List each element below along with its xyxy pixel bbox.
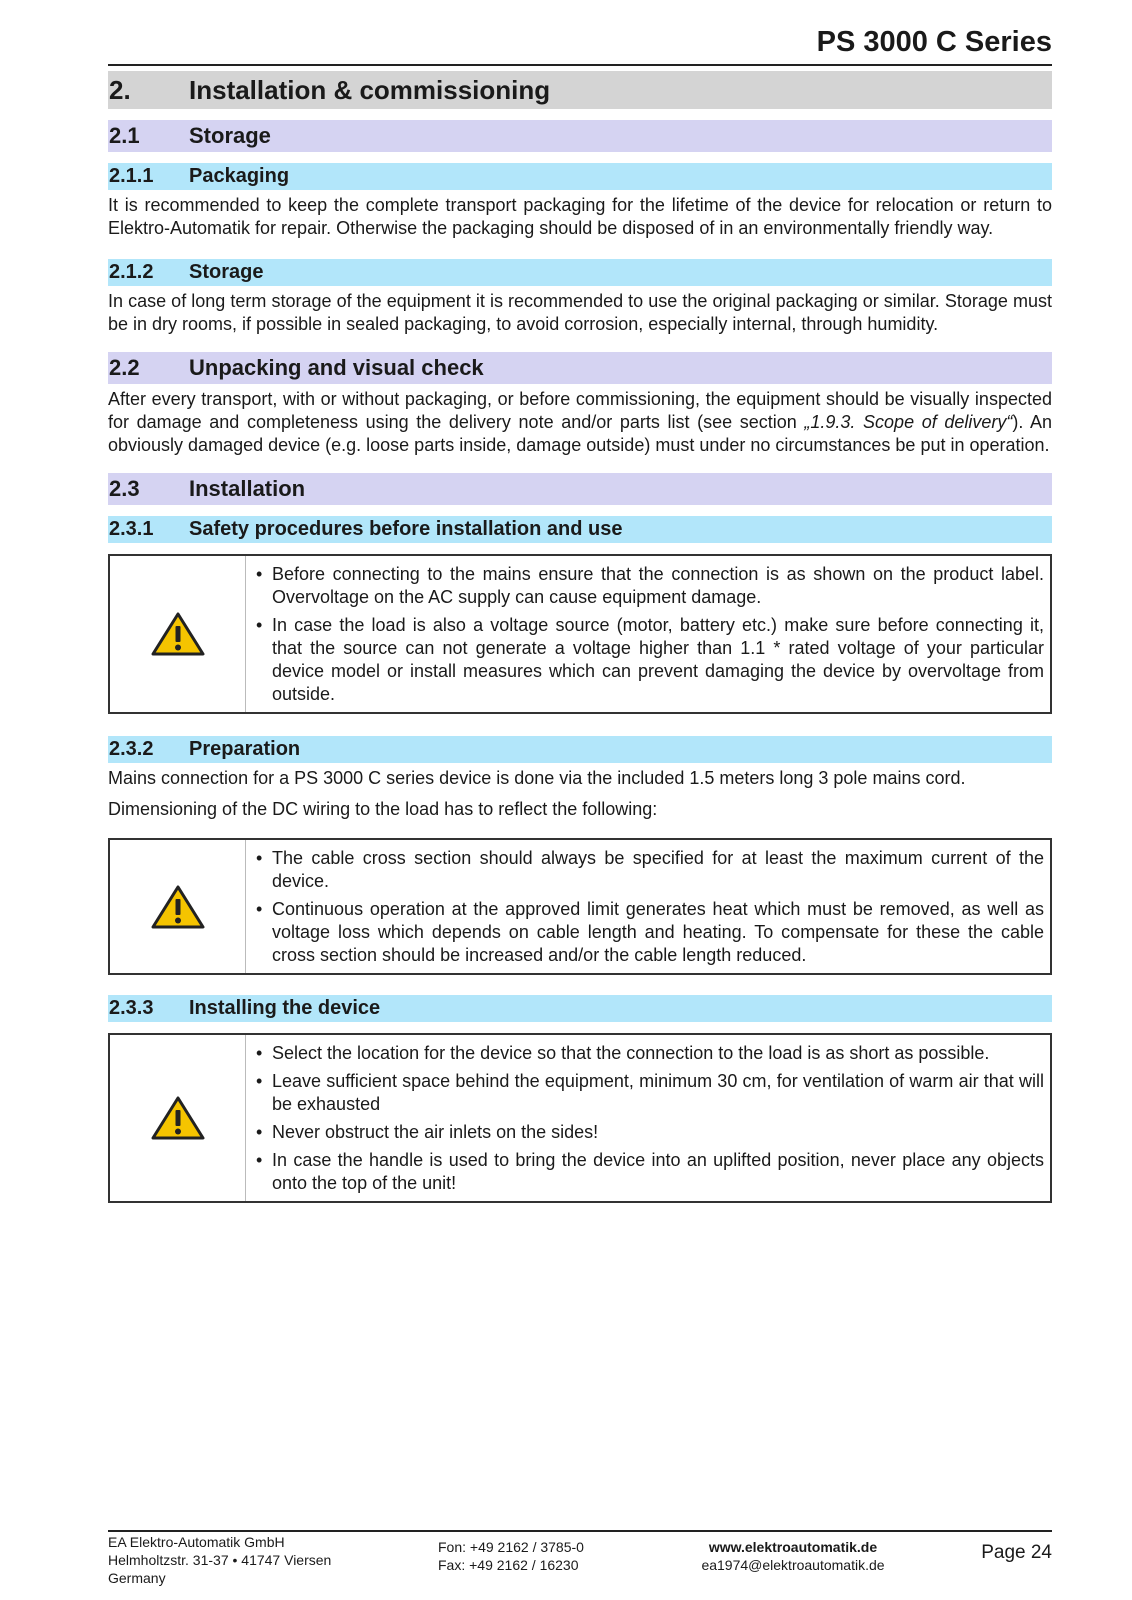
list-item: • The cable cross section should always be specified for at least the maximum current of the device. (254, 847, 1044, 893)
company-address: Helmholtzstr. 31-37 • 41747 Viersen (108, 1552, 332, 1568)
heading-number: 2.3 (109, 476, 140, 501)
heading-number: 2.1.2 (109, 261, 154, 283)
heading-title: Safety procedures before installation and use (189, 518, 623, 540)
heading-number: 2.3.2 (109, 738, 154, 760)
heading-title: Unpacking and visual check (189, 355, 484, 380)
storage-text: In case of long term storage of the equipment it is recommended to use the original packaging or similar. Storage must be in dry rooms, if possible in sealed packaging, to avoid corrosion, especially internal, through humidity. (108, 291, 1052, 334)
heading-number: 2.2 (109, 355, 140, 380)
warning-triangle-icon (150, 1095, 206, 1141)
list-item: • Continuous operation at the approved limit generates heat which must be removed, as well as voltage loss which depends on cable length and heating. To compensate for these the cable cross section should be increased and/or the cable length reduced. (254, 898, 1044, 967)
preparation-list (246, 840, 1050, 973)
heading-number: 2.3.1 (109, 518, 154, 540)
safety-warning-box (108, 554, 1052, 714)
phone-number: Fon: +49 2162 / 3785-0 (438, 1539, 584, 1555)
packaging-text: It is recommended to keep the complete transport packaging for the lifetime of the device for relocation or return to Elektro-Automatik for repair. Otherwise the packaging should be disposed of in an environmentally friendly way. (108, 195, 1052, 238)
list-item: • Leave sufficient space behind the equipment, minimum 30 cm, for ventilation of warm air that will be exhausted (254, 1070, 1044, 1116)
footer-phone (438, 1538, 584, 1574)
heading-preparation (108, 736, 1052, 763)
list-item: • In case the handle is used to bring the device into an uplifted position, never place any objects onto the top of the unit! (254, 1149, 1044, 1195)
section-title: Installation & commissioning (189, 74, 551, 105)
list-item: • Select the location for the device so that the connection to the load is as short as possible. (254, 1042, 1044, 1065)
heading-storage-sub (108, 259, 1052, 286)
heading-number: 2.1 (109, 123, 140, 148)
email-link[interactable]: ea1974@elektroautomatik.de (701, 1557, 885, 1573)
warning-icon-cell (110, 556, 246, 712)
heading-title: Packaging (189, 165, 290, 187)
section-heading (108, 71, 1052, 109)
warning-triangle-icon (150, 884, 206, 930)
heading-title: Storage (189, 123, 271, 148)
footer-company (108, 1533, 331, 1587)
heading-unpacking (108, 352, 1052, 384)
heading-title: Preparation (189, 738, 301, 760)
heading-packaging (108, 163, 1052, 190)
preparation-text-1: Mains connection for a PS 3000 C series device is done via the included 1.5 meters long 3 pole mains cord. (108, 768, 966, 788)
heading-title: Installing the device (189, 997, 381, 1019)
page-number: Page 24 (981, 1542, 1052, 1563)
company-country: Germany (108, 1570, 166, 1586)
heading-safety (108, 516, 1052, 543)
heading-storage (108, 120, 1052, 152)
footer-web (693, 1538, 893, 1574)
heading-title: Installation (189, 476, 306, 501)
preparation-warning-box (108, 838, 1052, 975)
list-item: • Before connecting to the mains ensure that the connection is as shown on the product label. Overvoltage on the AC supply can cause equipment damage. (254, 563, 1044, 609)
heading-number: 2.1.1 (109, 165, 154, 187)
safety-list (246, 556, 1050, 712)
unpacking-text-b: ). An obviously damaged device (e.g. loose parts inside, damage outside) must under no circumstances be put in operation. (108, 412, 1052, 455)
series-title: PS 3000 C Series (816, 26, 1052, 58)
website-link[interactable]: www.elektroautomatik.de (708, 1539, 878, 1555)
heading-number: 2.3.3 (109, 997, 154, 1019)
section-reference: „1.9.3. Scope of delivery“ (804, 412, 1013, 432)
heading-installing (108, 995, 1052, 1022)
company-name: EA Elektro-Automatik GmbH (108, 1534, 285, 1550)
document-body (108, 71, 1052, 1203)
unpacking-text-a: After every transport, with or without packaging, or before commissioning, the equipment should be visually inspected for damage and completeness using the delivery note and/or parts list (see section (108, 389, 1052, 432)
preparation-text-2: Dimensioning of the DC wiring to the load has to reflect the following: (108, 799, 658, 819)
section-number: 2. (109, 74, 131, 105)
unpacking-text (108, 388, 1052, 457)
heading-title: Storage (189, 261, 264, 283)
warning-triangle-icon (150, 611, 206, 657)
fax-number: Fax: +49 2162 / 16230 (438, 1557, 579, 1573)
warning-icon-cell (110, 840, 246, 973)
page-footer (108, 1530, 1052, 1594)
installing-list (246, 1035, 1050, 1201)
installing-warning-box (108, 1033, 1052, 1203)
heading-installation (108, 473, 1052, 505)
warning-icon-cell (110, 1035, 246, 1201)
page-header (108, 22, 1052, 66)
list-item: • Never obstruct the air inlets on the sides! (254, 1121, 1044, 1144)
list-item: • In case the load is also a voltage source (motor, battery etc.) make sure before connecting it, that the source can not generate a voltage higher than 1.1 * rated voltage of your particular device model or install measures which can prevent damaging the device by overvoltage from outside. (254, 614, 1044, 706)
